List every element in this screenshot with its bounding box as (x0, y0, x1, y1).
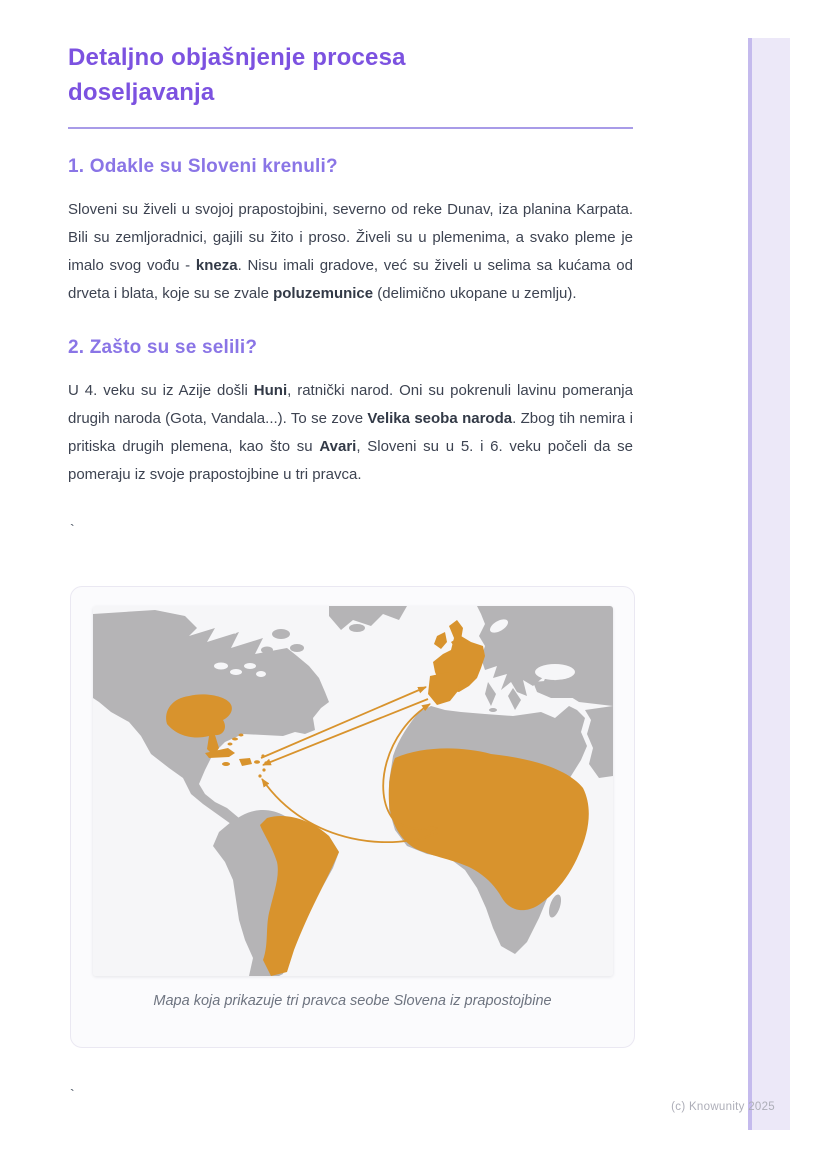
arctic-island (261, 647, 273, 654)
great-lakes (256, 671, 266, 677)
text-run: , ratnički narod. Oni su pokrenuli lavinu pomeranja drugih naroda (Gota, Vandala...). To se zove (68, 382, 633, 427)
region-bahamas (239, 734, 244, 737)
text-run: , Sloveni su u 5. i 6. veku počeli da se pomeraju iz svoje prapostojbine u tri pravca. (68, 438, 633, 483)
section-2 (68, 337, 633, 489)
page-title: Detaljno objašnjenje procesa doseljavanja (68, 44, 406, 106)
region-jamaica (222, 762, 230, 766)
section-1-paragraph (68, 196, 633, 308)
arctic-island (272, 629, 290, 639)
bold-term-velika-seoba: Velika seoba naroda (367, 410, 513, 427)
text-run: . Zbog tih nemira i pritiska drugih plemena, kao što su (68, 410, 633, 455)
stray-backtick-1: ` (70, 521, 75, 537)
black-sea (535, 664, 575, 680)
section-1-heading: 1. Odakle su Sloveni krenuli? (68, 156, 338, 177)
map-figure-card (70, 586, 635, 1048)
section-2-heading: 2. Zašto su se selili? (68, 337, 258, 358)
text-run: U 4. veku su iz Azije došli (68, 382, 254, 399)
copyright-watermark: (c) Knowunity 2025 (671, 1101, 775, 1113)
text-run: Sloveni su živeli u svojoj prapostojbini, severno od reke Dunav, iza planina Karpata. Bili su zemljoradnici, gajili su žito i proso. Živeli su u plemenima, a svako pleme je imalo svog vođu - (68, 201, 633, 274)
great-lakes (230, 669, 242, 675)
world-map-svg (93, 606, 613, 976)
map-caption: Mapa koja prikazuje tri pravca seobe Slovena iz prapostojbine (153, 993, 552, 1009)
great-lakes (244, 663, 256, 669)
great-lakes (214, 663, 228, 670)
right-accent-bar (748, 38, 790, 1130)
section-1 (68, 156, 633, 308)
region-bahamas (232, 738, 238, 741)
migration-map-image (93, 606, 613, 976)
iceland-island (349, 624, 365, 632)
bold-term-avari: Avari (319, 438, 357, 455)
sicily-island (489, 708, 497, 712)
bold-term-kneza: kneza (195, 257, 238, 274)
region-bahamas (228, 743, 233, 746)
bold-term-poluzemunice: poluzemunice (273, 285, 374, 302)
title-divider (68, 127, 633, 129)
region-puerto-rico (254, 760, 260, 764)
document-content (68, 40, 633, 489)
section-2-paragraph (68, 377, 633, 489)
region-antilles (258, 774, 261, 777)
arctic-island (290, 644, 304, 652)
stray-backtick-2: ` (70, 1086, 75, 1102)
text-run: (delimično ukopane u zemlju). (373, 285, 577, 302)
bold-term-huni: Huni (253, 382, 288, 399)
text-run: . Nisu imali gradove, već su živeli u selima sa kućama od drveta i blata, koje su se zvale (68, 257, 633, 302)
region-antilles (262, 768, 265, 771)
